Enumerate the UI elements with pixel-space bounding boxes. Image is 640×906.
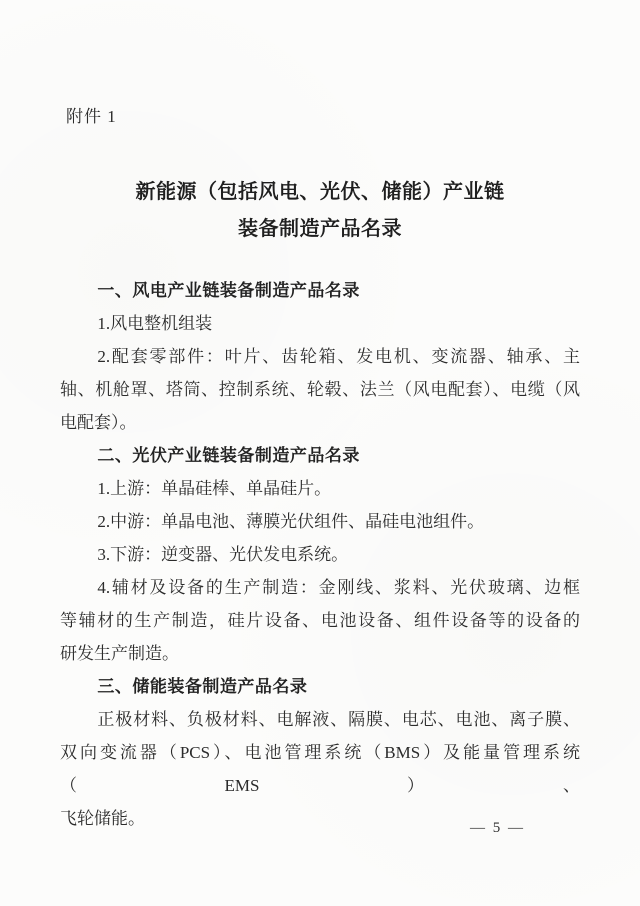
paragraph-wind-components-line-3: 电配套）。 bbox=[60, 413, 137, 432]
paragraph-storage-line-1: 正极材料、负极材料、电解液、隔膜、电芯、电池、离子膜、 bbox=[97, 710, 580, 729]
page-number: — 5 — bbox=[470, 820, 525, 836]
paragraph-pv-materials-line-3: 研发生产制造。 bbox=[60, 644, 179, 663]
section-heading-energy-storage: 三、储能装备制造产品名录 bbox=[97, 677, 308, 696]
paragraph-pv-materials-line-1: 4.辅材及设备的生产制造：金刚线、浆料、光伏玻璃、边框 bbox=[97, 578, 580, 597]
paragraph-pv-downstream: 3.下游：逆变器、光伏发电系统。 bbox=[97, 545, 349, 564]
paragraph-pv-upstream: 1.上游：单晶硅棒、单晶硅片。 bbox=[97, 479, 332, 498]
paragraph-wind-components-line-2: 轴、机舱罩、塔筒、控制系统、轮毂、法兰（风电配套）、电缆（风 bbox=[60, 380, 580, 399]
paragraph-pv-materials-line-2: 等辅材的生产制造，硅片设备、电池设备、组件设备等的设备的 bbox=[60, 611, 580, 630]
section-heading-photovoltaic: 二、光伏产业链装备制造产品名录 bbox=[97, 446, 360, 465]
section-heading-wind-power: 一、风电产业链装备制造产品名录 bbox=[97, 281, 360, 300]
document-title bbox=[60, 174, 580, 248]
document-title-line-1: 新能源（包括风电、光伏、储能）产业链 bbox=[135, 181, 505, 203]
attachment-label: 附件 1 bbox=[66, 107, 117, 126]
paragraph-storage-line-3: 飞轮储能。 bbox=[60, 809, 145, 828]
paragraph-wind-assembly: 1.风电整机组装 bbox=[97, 314, 213, 333]
paragraph-pv-midstream: 2.中游：单晶电池、薄膜光伏组件、晶硅电池组件。 bbox=[97, 512, 485, 531]
document-body bbox=[60, 274, 580, 835]
document-title-line-2: 装备制造产品名录 bbox=[238, 218, 402, 240]
paragraph-wind-components-line-1: 2.配套零部件：叶片、齿轮箱、发电机、变流器、轴承、主 bbox=[97, 347, 580, 366]
paragraph-storage-line-2: 双向变流器（PCS）、电池管理系统（BMS）及能量管理系统（EMS）、 bbox=[60, 743, 580, 795]
